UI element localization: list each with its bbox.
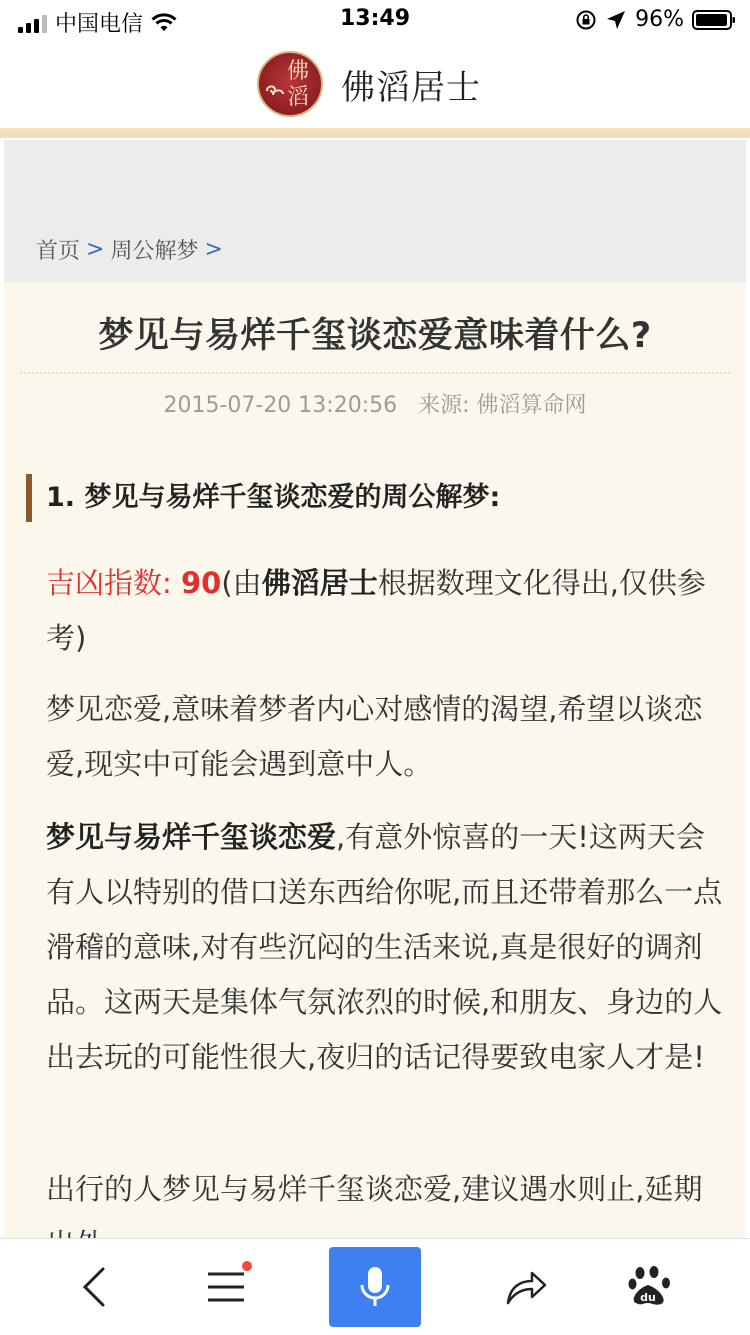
baidu-paw-icon	[628, 1265, 672, 1309]
breadcrumb-separator: >	[204, 237, 223, 262]
breadcrumb	[36, 234, 223, 265]
back-icon	[79, 1265, 109, 1309]
paragraph-text: ,有意外惊喜的一天!这两天会有人以特别的借口送东西给你呢,而且还带着那么一点滑稽的意味,对有些沉闷的生活来说,真是很好的调剂品。这两天是集体气氛浓烈的时候,和朋友、身边的人出去玩的可能性很大,夜归的话记得要致电家人才是!	[46, 820, 723, 1074]
back-button[interactable]	[54, 1239, 134, 1335]
article-title: 梦见与易烊千玺谈恋爱意味着什么?	[98, 316, 652, 356]
site-brand[interactable]	[257, 51, 481, 117]
fortune-index-label: 吉凶指数:	[46, 566, 172, 600]
article-date: 2015-07-20 13:20:56	[163, 393, 398, 418]
location-arrow-icon	[605, 9, 627, 31]
status-bar	[0, 0, 750, 40]
rotation-lock-icon	[575, 9, 597, 31]
status-time: 13:49	[339, 6, 411, 31]
article-paragraph	[46, 810, 726, 1085]
menu-button[interactable]	[186, 1239, 266, 1335]
breadcrumb-category[interactable]: 周公解梦	[110, 239, 199, 264]
voice-search-button[interactable]	[329, 1247, 421, 1327]
browser-toolbar	[0, 1238, 750, 1334]
index-note-brand: 佛滔居士	[261, 566, 378, 600]
share-icon	[504, 1267, 548, 1307]
title-divider	[20, 372, 730, 374]
menu-icon	[206, 1270, 246, 1304]
breadcrumb-separator: >	[86, 237, 105, 262]
battery-icon	[692, 9, 736, 31]
site-title[interactable]: 佛滔居士	[341, 67, 481, 108]
header-divider	[0, 128, 750, 138]
article-meta	[4, 388, 746, 419]
breadcrumb-home[interactable]: 首页	[36, 239, 81, 264]
svg-text:du: du	[640, 1291, 656, 1304]
microphone-icon	[358, 1265, 392, 1309]
logo-char-2: 滔	[287, 85, 310, 110]
share-button[interactable]	[486, 1239, 566, 1335]
section-heading: 1. 梦见与易烊千玺谈恋爱的周公解梦:	[26, 474, 726, 522]
index-note-prefix: (由	[221, 566, 262, 600]
carrier-label: 中国电信	[55, 12, 144, 37]
article-paragraph: 梦见恋爱,意味着梦者内心对感情的渴望,希望以谈恋爱,现实中可能会遇到意中人。	[46, 692, 703, 781]
site-logo[interactable]	[257, 51, 323, 117]
notification-dot	[242, 1261, 252, 1271]
logo-char-1: 佛	[287, 59, 310, 84]
baidu-button[interactable]	[610, 1239, 690, 1335]
fortune-index-value: 90	[181, 566, 222, 600]
battery-percent: 96%	[635, 7, 684, 32]
article	[4, 282, 746, 1240]
fortune-index-paragraph	[46, 556, 726, 666]
dream-keyword: 梦见与易烊千玺谈恋爱	[46, 820, 337, 854]
index-note-suffix: 根据数理文化得出,仅供参考)	[46, 566, 706, 655]
site-header	[0, 40, 750, 128]
status-right	[575, 7, 736, 32]
source-label: 来源:	[418, 393, 470, 418]
article-source: 佛滔算命网	[476, 393, 587, 418]
cloud-swirl-icon	[264, 77, 286, 99]
article-paragraph: 出行的人梦见与易烊千玺谈恋爱,建议遇水则止,延期	[46, 1172, 703, 1206]
